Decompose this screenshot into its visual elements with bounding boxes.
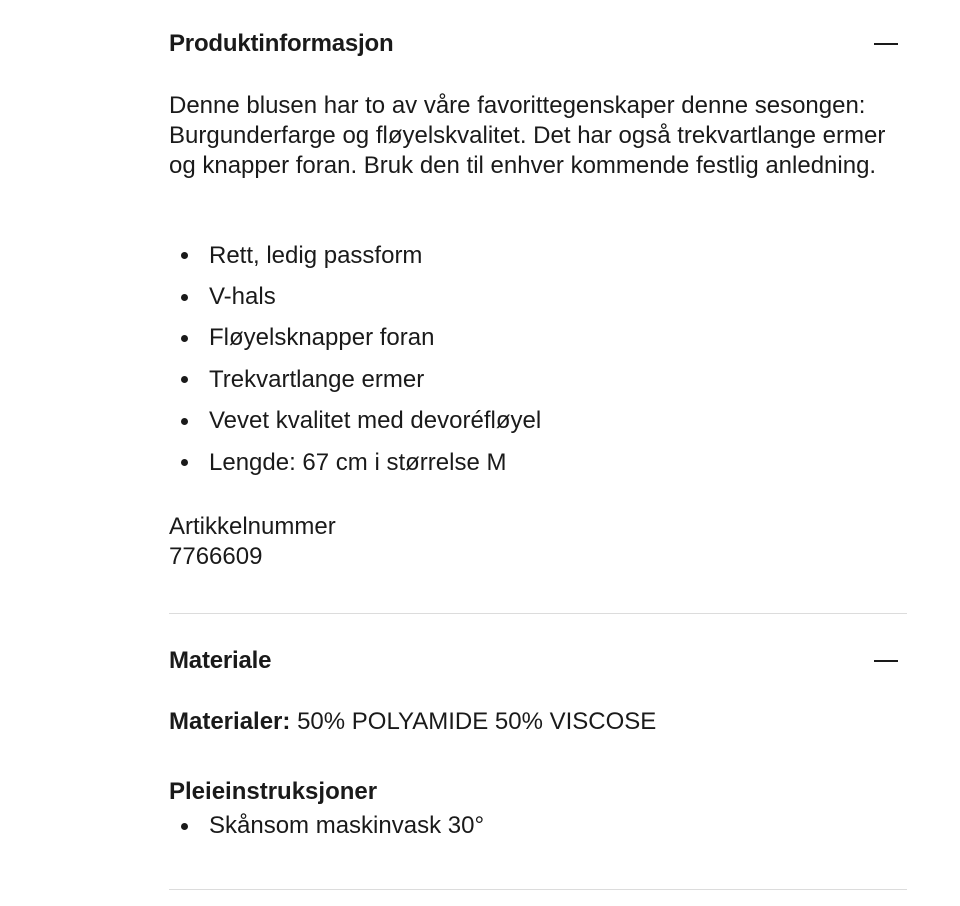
material-header[interactable] bbox=[169, 643, 907, 679]
article-number-block bbox=[169, 512, 907, 572]
materials-line bbox=[169, 707, 907, 737]
feature-list bbox=[169, 235, 907, 483]
materials-value: 50% POLYAMIDE 50% VISCOSE bbox=[297, 708, 657, 735]
product-description: Denne blusen har to av våre favorittegenskaper denne sesongen: Burgunderfarge og fløyelskvalitet. Det har også trekvartlange ermer og knapper foran. Bruk den til enhver kommende festlig anledning. bbox=[169, 92, 886, 179]
care-title: Pleieinstruksjoner bbox=[169, 778, 378, 805]
feature-item bbox=[169, 235, 907, 276]
care-block bbox=[169, 777, 907, 841]
bullet-icon bbox=[181, 376, 188, 383]
minus-icon[interactable] bbox=[873, 31, 899, 57]
feature-text: Fløyelsknapper foran bbox=[209, 324, 435, 352]
feature-text: V-hals bbox=[209, 283, 276, 311]
section-divider bbox=[169, 613, 907, 614]
care-item bbox=[169, 811, 907, 841]
materials-label: Materialer: bbox=[169, 708, 291, 735]
bullet-icon bbox=[181, 418, 188, 425]
feature-text: Rett, ledig passform bbox=[209, 241, 423, 269]
care-list bbox=[169, 811, 907, 841]
feature-text: Trekvartlange ermer bbox=[209, 365, 425, 393]
product-info-title: Produktinformasjon bbox=[169, 30, 394, 57]
material-section bbox=[169, 643, 907, 679]
feature-text: Vevet kvalitet med devoréfløyel bbox=[209, 407, 542, 435]
feature-text: Lengde: 67 cm i størrelse M bbox=[209, 448, 507, 476]
feature-item bbox=[169, 442, 907, 483]
feature-item bbox=[169, 359, 907, 400]
feature-item bbox=[169, 401, 907, 442]
feature-item bbox=[169, 318, 907, 359]
section-divider bbox=[169, 889, 907, 890]
material-title: Materiale bbox=[169, 647, 272, 674]
bullet-icon bbox=[181, 252, 188, 259]
care-text: Skånsom maskinvask 30° bbox=[209, 812, 485, 839]
bullet-icon bbox=[181, 823, 188, 830]
article-number-label: Artikkelnummer bbox=[169, 513, 336, 540]
product-description-block bbox=[169, 91, 907, 181]
minus-icon[interactable] bbox=[873, 648, 899, 674]
product-info-header[interactable] bbox=[169, 26, 907, 62]
bullet-icon bbox=[181, 459, 188, 466]
feature-list-block bbox=[169, 235, 907, 483]
materials-block bbox=[169, 707, 907, 737]
article-number-value: 7766609 bbox=[169, 543, 263, 570]
feature-item bbox=[169, 276, 907, 317]
bullet-icon bbox=[181, 294, 188, 301]
product-info-section bbox=[169, 26, 907, 62]
bullet-icon bbox=[181, 335, 188, 342]
